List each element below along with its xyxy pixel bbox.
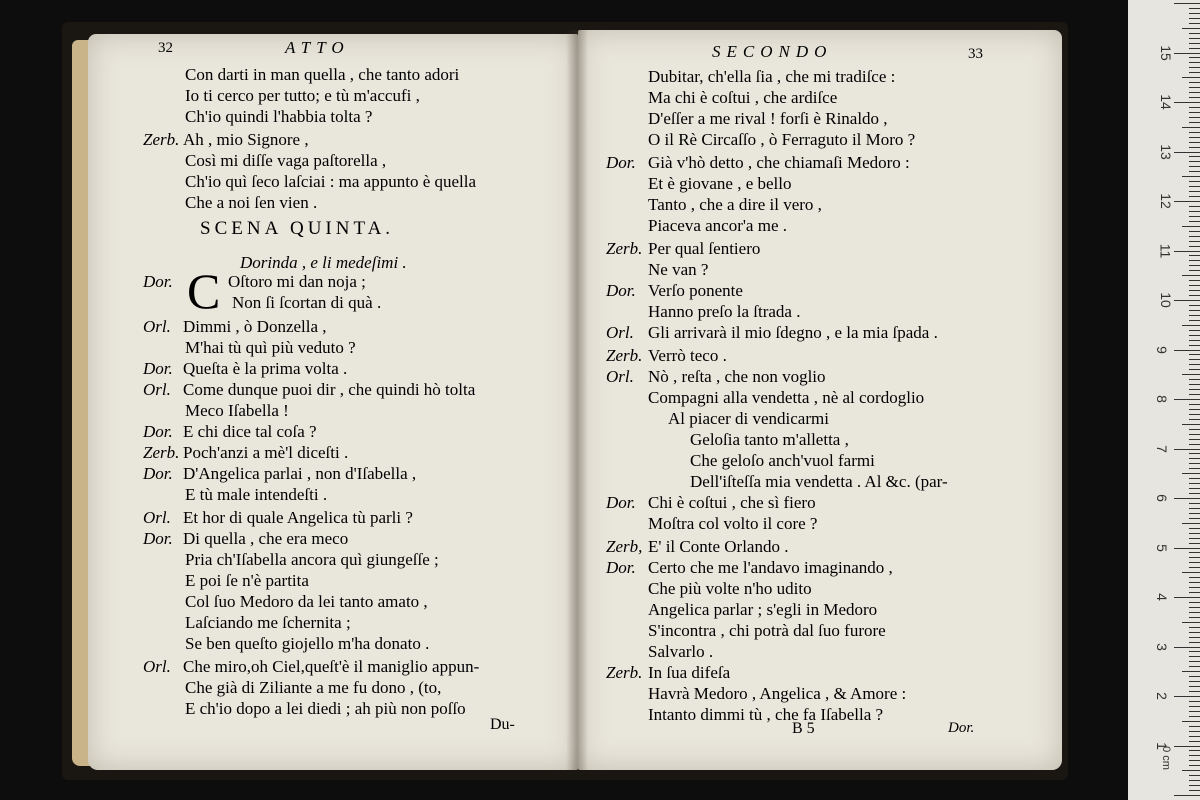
speaker-label: Dor. [143, 272, 173, 291]
ruler-tick [1189, 364, 1200, 365]
speaker-label: Zerb. [143, 443, 180, 462]
ruler-tick [1189, 444, 1200, 445]
line-text: Poch'anzi a mè'l diceſti . [183, 443, 349, 462]
right-page-number: 33 [968, 46, 983, 62]
ruler-tick [1189, 320, 1200, 321]
ruler-tick [1189, 463, 1200, 464]
line-text: Tanto , che a dire il vero , [648, 195, 822, 214]
ruler-tick [1182, 77, 1200, 78]
ruler-tick [1189, 726, 1200, 727]
ruler-tick [1189, 602, 1200, 603]
line-text: O il Rè Circaſſo , ò Ferraguto il Moro ? [648, 130, 916, 149]
ruler-tick [1189, 13, 1200, 14]
ruler-tick [1189, 790, 1200, 791]
ruler-tick [1174, 201, 1200, 202]
ruler-tick [1189, 147, 1200, 148]
ruler-tick [1189, 97, 1200, 98]
line-text: S'incontra , chi potrà dal ſuo furore [648, 621, 886, 640]
speaker-label: Dor. [606, 281, 636, 300]
speaker-label: Zerb. [143, 130, 180, 149]
ruler-number: 11 [1157, 243, 1174, 258]
ruler-tick [1189, 552, 1200, 553]
ruler-tick [1174, 300, 1200, 301]
ruler-tick [1189, 607, 1200, 608]
speaker-label: Dor. [143, 529, 173, 548]
line-text: Al piacer di vendicarmi [668, 409, 829, 428]
ruler-tick [1189, 731, 1200, 732]
ruler-tick [1189, 755, 1200, 756]
ruler-number: 15 [1157, 44, 1174, 61]
ruler-tick [1189, 295, 1200, 296]
ruler-tick [1189, 656, 1200, 657]
ruler-tick [1182, 127, 1200, 128]
line-text: Salvarlo . [648, 642, 714, 661]
right-running-header: SECONDO [712, 42, 833, 61]
ruler-tick [1189, 557, 1200, 558]
line-text: Ah , mio Signore , [183, 130, 309, 149]
line-text: Così mi diſſe vaga paſtorella , [185, 151, 387, 170]
ruler-tick [1189, 305, 1200, 306]
ruler-tick [1189, 736, 1200, 737]
ruler-tick [1189, 18, 1200, 19]
ruler-tick [1189, 686, 1200, 687]
ruler-tick [1189, 661, 1200, 662]
speaker-label: Dor. [606, 493, 636, 512]
right-catchword: Dor. [948, 720, 975, 736]
line-text: Laſciando me ſchernita ; [185, 613, 351, 632]
ruler-tick [1174, 795, 1200, 796]
left-running-header: ATTO [285, 38, 350, 57]
ruler-tick [1189, 310, 1200, 311]
ruler-tick [1189, 528, 1200, 529]
ruler-tick [1189, 166, 1200, 167]
ruler-tick [1189, 117, 1200, 118]
ruler-tick [1189, 508, 1200, 509]
ruler-tick [1182, 176, 1200, 177]
line-text: Se ben queſto giojello m'ha donato . [185, 634, 430, 653]
ruler-tick [1189, 488, 1200, 489]
ruler-tick [1174, 152, 1200, 153]
line-text: Angelica parlar ; s'egli in Medoro [648, 600, 878, 619]
line-text: Io ti cerco per tutto; e tù m'accufi , [185, 86, 420, 105]
speaker-label: Orl. [143, 508, 171, 527]
ruler-tick [1189, 637, 1200, 638]
ruler-tick [1174, 399, 1200, 400]
speaker-label: Zerb. [606, 239, 643, 258]
ruler-tick [1189, 132, 1200, 133]
ruler-tick [1182, 275, 1200, 276]
ruler-tick [1189, 161, 1200, 162]
ruler-number: 14 [1157, 94, 1174, 110]
line-text: M'hai tù quì più veduto ? [185, 338, 356, 357]
ruler-tick [1182, 28, 1200, 29]
ruler-tick [1189, 503, 1200, 504]
ruler-tick [1189, 642, 1200, 643]
ruler-tick [1182, 622, 1200, 623]
ruler-tick [1189, 191, 1200, 192]
ruler-tick [1189, 493, 1200, 494]
ruler-tick [1174, 251, 1200, 252]
ruler-tick [1189, 404, 1200, 405]
speaker-label: Dor. [143, 464, 173, 483]
ruler-tick [1189, 290, 1200, 291]
ruler-tick [1174, 548, 1200, 549]
ruler-tick [1189, 394, 1200, 395]
ruler-tick [1189, 354, 1200, 355]
ruler-number: 7 [1153, 444, 1170, 453]
ruler-tick [1189, 582, 1200, 583]
ruler-tick [1189, 760, 1200, 761]
ruler-tick [1189, 216, 1200, 217]
ruler-tick [1189, 458, 1200, 459]
line-text: Certo che me l'andavo imaginando , [648, 558, 893, 577]
ruler-tick [1189, 453, 1200, 454]
measuring-ruler [1128, 0, 1200, 800]
ruler-tick [1189, 419, 1200, 420]
line-text: Col ſuo Medoro da lei tanto amato , [185, 592, 428, 611]
line-text: Che a noi ſen vien . [185, 193, 318, 212]
line-text: Ch'io quì ſeco laſciai : ma appunto è quella [185, 172, 477, 191]
speaker-label: Dor. [143, 359, 173, 378]
line-text: Dubitar, ch'ella ſia , che mi tradiſce : [648, 67, 896, 86]
scene-title: SCENA QUINTA. [200, 218, 395, 239]
ruler-tick [1189, 67, 1200, 68]
ruler-tick [1189, 107, 1200, 108]
ruler-tick [1189, 241, 1200, 242]
ruler-tick [1189, 651, 1200, 652]
ruler-tick [1182, 325, 1200, 326]
line-text: Che miro,oh Ciel,queſt'è il maniglio appun- [183, 657, 480, 676]
line-text: E ch'io dopo a lei diedi ; ah più non poſſo [185, 699, 466, 718]
ruler-number: 2 [1153, 692, 1170, 700]
ruler-tick [1189, 335, 1200, 336]
speaker-label: Orl. [143, 657, 171, 676]
speaker-label: Orl. [143, 317, 171, 336]
ruler-tick [1174, 3, 1200, 4]
line-text: Come dunque puoi dir , che quindi hò tolta [183, 380, 476, 399]
ruler-tick [1189, 43, 1200, 44]
ruler-tick [1189, 676, 1200, 677]
line-text: Intanto dimmi tù , che fa Iſabella ? [648, 705, 884, 724]
ruler-tick [1189, 196, 1200, 197]
ruler-tick [1174, 498, 1200, 499]
ruler-number: 8 [1153, 395, 1170, 403]
ruler-tick [1182, 424, 1200, 425]
ruler-tick [1189, 246, 1200, 247]
ruler-tick [1189, 142, 1200, 143]
line-text: Queſta è la prima volta . [183, 359, 348, 378]
ruler-tick [1189, 429, 1200, 430]
ruler-tick [1189, 359, 1200, 360]
ruler-tick [1189, 33, 1200, 34]
ruler-number: 13 [1157, 143, 1174, 160]
speaker-label: Zerb. [606, 663, 643, 682]
ruler-tick [1189, 543, 1200, 544]
ruler-tick [1189, 87, 1200, 88]
ruler-number: 6 [1153, 494, 1170, 502]
line-text: Di quella , che era meco [183, 529, 349, 548]
ruler-tick [1189, 765, 1200, 766]
line-text: Ma chi è coſtui , che ardiſce [648, 88, 838, 107]
ruler-tick [1189, 206, 1200, 207]
ruler-tick [1182, 721, 1200, 722]
ruler-tick [1182, 523, 1200, 524]
line-text: In ſua difeſa [648, 663, 731, 682]
ruler-tick [1189, 434, 1200, 435]
ruler-number: 5 [1153, 543, 1170, 552]
ruler-tick [1182, 671, 1200, 672]
ruler-tick [1174, 102, 1200, 103]
line-text: Che geloſo anch'vuol farmi [690, 451, 875, 470]
ruler-number: 10 [1157, 292, 1174, 308]
speaker-label: Dor. [606, 558, 636, 577]
ruler-tick [1189, 538, 1200, 539]
ruler-tick [1189, 701, 1200, 702]
ruler-tick [1189, 439, 1200, 440]
ruler-tick [1182, 572, 1200, 573]
line-text: E poi ſe n'è partita [185, 571, 309, 590]
ruler-tick [1189, 389, 1200, 390]
ruler-tick [1174, 53, 1200, 54]
line-text: D'eſſer a me rival ! forſi è Rinaldo , [648, 109, 888, 128]
line-text: Meco Iſabella ! [185, 401, 289, 420]
ruler-tick [1189, 285, 1200, 286]
ruler-tick [1182, 374, 1200, 375]
line-text: Et è giovane , e bello [648, 174, 792, 193]
ruler-tick [1189, 38, 1200, 39]
line-text: Havrà Medoro , Angelica , & Amore : [648, 684, 907, 703]
ruler-tick [1189, 48, 1200, 49]
ruler-tick [1189, 741, 1200, 742]
line-text: Per qual ſentiero [648, 239, 761, 258]
left-page-number: 32 [158, 40, 173, 56]
line-text: Pria ch'Iſabella ancora quì giungeſſe ; [185, 550, 439, 569]
ruler-tick [1189, 706, 1200, 707]
ruler-tick [1189, 23, 1200, 24]
line-text: Verſo ponente [648, 281, 743, 300]
ruler-tick [1189, 711, 1200, 712]
speaker-label: Dor. [606, 153, 636, 172]
ruler-tick [1189, 62, 1200, 63]
ruler-number: 9 [1153, 345, 1170, 354]
ruler-tick [1189, 72, 1200, 73]
ruler-tick [1189, 716, 1200, 717]
ruler-tick [1189, 617, 1200, 618]
ruler-tick [1189, 315, 1200, 316]
ruler-tick [1174, 597, 1200, 598]
ruler-tick [1189, 567, 1200, 568]
ruler-tick [1182, 770, 1200, 771]
ruler-tick [1189, 156, 1200, 157]
line-text: Hanno preſo la ſtrada . [648, 302, 801, 321]
ruler-tick [1189, 265, 1200, 266]
ruler-tick [1189, 468, 1200, 469]
ruler-tick [1189, 171, 1200, 172]
ruler-tick [1189, 280, 1200, 281]
ruler-tick [1189, 340, 1200, 341]
ruler-tick [1189, 122, 1200, 123]
ruler-tick [1189, 780, 1200, 781]
line-text: Già v'hò detto , che chiamaſi Medoro : [648, 153, 910, 172]
ruler-tick [1174, 647, 1200, 648]
line-text: Verrò teco . [648, 346, 727, 365]
ruler-tick [1189, 181, 1200, 182]
line-text: Moſtra col volto il core ? [648, 514, 818, 533]
ruler-tick [1189, 112, 1200, 113]
line-text: Piaceva ancor'a me . [648, 216, 787, 235]
ruler-tick [1189, 409, 1200, 410]
line-text: Geloſia tanto m'alletta , [690, 430, 849, 449]
ruler-tick [1174, 449, 1200, 450]
ruler-tick [1189, 82, 1200, 83]
ruler-tick [1189, 211, 1200, 212]
ruler-tick [1189, 186, 1200, 187]
line-text: E' il Conte Orlando . [648, 537, 789, 556]
line-text: Nò , reſta , che non voglio [648, 367, 826, 386]
ruler-tick [1189, 632, 1200, 633]
ruler-tick [1182, 226, 1200, 227]
left-catchword: Du- [490, 716, 515, 733]
speaker-label: Zerb, [606, 537, 643, 556]
ruler-tick [1189, 513, 1200, 514]
ruler-tick [1189, 691, 1200, 692]
line-text: Non ſi ſcortan di quà . [232, 293, 382, 312]
line-text: Dell'iſteſſa mia vendetta . Al &c. (par- [690, 472, 948, 491]
ruler-tick [1189, 384, 1200, 385]
ruler-tick [1189, 137, 1200, 138]
ruler-tick [1189, 785, 1200, 786]
ruler-tick [1189, 627, 1200, 628]
ruler-tick [1189, 587, 1200, 588]
line-text: Ne van ? [648, 260, 709, 279]
ruler-tick [1189, 518, 1200, 519]
ruler-tick [1189, 57, 1200, 58]
ruler-tick [1189, 750, 1200, 751]
ruler-number: 4 [1153, 593, 1170, 601]
ruler-tick [1189, 369, 1200, 370]
speaker-label: Orl. [606, 367, 634, 386]
ruler-tick [1189, 681, 1200, 682]
ruler-tick [1189, 577, 1200, 578]
ruler-tick [1189, 270, 1200, 271]
line-text: Che più volte n'ho udito [648, 579, 812, 598]
speaker-label: Orl. [143, 380, 171, 399]
line-text: E tù male intendeſti . [185, 485, 328, 504]
line-text: D'Angelica parlai , non d'Iſabella , [183, 464, 417, 483]
ruler-unit-label: 0 cm [1159, 746, 1172, 770]
ruler-tick [1189, 221, 1200, 222]
ruler-tick [1174, 350, 1200, 351]
speaker-label: Zerb. [606, 346, 643, 365]
line-text: E chi dice tal coſa ? [183, 422, 317, 441]
ruler-tick [1189, 379, 1200, 380]
ruler-tick [1174, 696, 1200, 697]
ruler-tick [1189, 592, 1200, 593]
ruler-tick [1189, 666, 1200, 667]
ruler-tick [1189, 345, 1200, 346]
line-text: Ch'io quindi l'habbia tolta ? [185, 107, 373, 126]
signature-mark: B 5 [792, 720, 815, 737]
speaker-label: Orl. [606, 323, 634, 342]
ruler-number: 12 [1157, 193, 1174, 209]
book-gutter [566, 30, 588, 770]
ruler-tick [1189, 92, 1200, 93]
line-text: Dorinda , e li medeſimi . [240, 253, 407, 272]
ruler-tick [1189, 478, 1200, 479]
line-text: Con darti in man quella , che tanto adori [185, 65, 460, 84]
ruler-number: 3 [1153, 642, 1170, 651]
ruler-tick [1189, 330, 1200, 331]
ruler-tick [1189, 483, 1200, 484]
ruler-tick [1174, 746, 1200, 747]
ruler-tick [1189, 8, 1200, 9]
ruler-tick [1189, 414, 1200, 415]
ruler-tick [1189, 775, 1200, 776]
line-text: Chi è coſtui , che sì fiero [648, 493, 816, 512]
ruler-tick [1189, 562, 1200, 563]
line-text: Et hor di quale Angelica tù parli ? [183, 508, 413, 527]
ruler-tick [1189, 236, 1200, 237]
line-text: Gli arrivarà il mio ſdegno , e la mia ſpada . [648, 323, 938, 342]
drop-cap: C [187, 263, 221, 319]
line-text: Che già di Ziliante a me fu dono , (to, [185, 678, 442, 697]
line-text: Compagni alla vendetta , nè al cordoglio [648, 388, 925, 407]
ruler-tick [1189, 260, 1200, 261]
ruler-tick [1189, 255, 1200, 256]
ruler-tick [1182, 473, 1200, 474]
ruler-number: 1 [1153, 741, 1170, 750]
ruler-tick [1189, 533, 1200, 534]
ruler-tick [1189, 231, 1200, 232]
line-text: Oſtoro mi dan noja ; [228, 272, 366, 291]
line-text: Dimmi , ò Donzella , [183, 317, 327, 336]
ruler-tick [1189, 612, 1200, 613]
speaker-label: Dor. [143, 422, 173, 441]
